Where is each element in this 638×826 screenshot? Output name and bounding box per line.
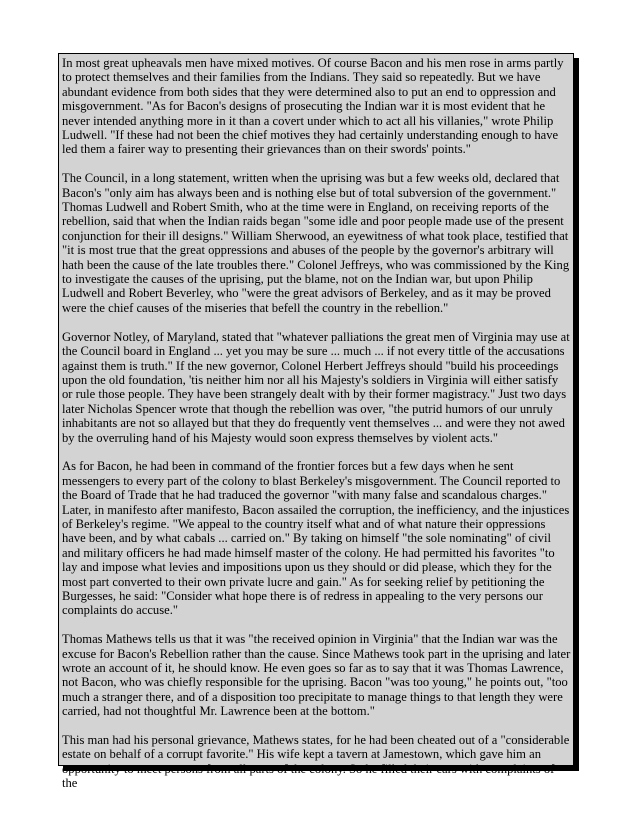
paragraph: Governor Notley, of Maryland, stated that "whatever palliations the great men of Virginia may use at the Council board in England ... yet you may be sure ... much ... if not every tittle of the accusations against them is truth." If the new governor, Colonel Herbert Jeffreys should "build his proceedings upon the old foundation, 'tis neither him nor all his Majesty's soldiers in Virginia will either satisfy or rule those people. They have been strangely dealt with by their former magistracy." Just two days later Nicholas Spencer wrote that though the rebellion was over, "the putrid humors of our unruly inhabitants are not so allayed but that they do frequently vent themselves ... and were they not awed by the overruling hand of his Majesty would soon express themselves by violent acts." [62, 329, 570, 445]
paragraph: The Council, in a long statement, written when the uprising was but a few weeks old, declared that Bacon's "only aim has always been and is nothing else but of total subversion of the government." Thomas Ludwell and Robert Smith, who at the time were in England, on receiving reports of the rebellion, said that when the Indian raids began "some idle and poor people made use of the present conjunction for their ill designs." William Sherwood, an eyewitness of what took place, testified that "it is most true that the great oppressions and abuses of the people by the governor's arbitrary will hath been the cause of the late troubles there." Colonel Jeffreys, who was commissioned by the King to investigate the causes of the uprising, put the blame, not on the Indian war, but upon Philip Ludwell and Robert Beverley, who "were the great advisors of Berkeley, and as it may be proved were the chief causes of the miseries that befell the country in the rebellion." [62, 171, 570, 315]
document-body [59, 54, 573, 791]
paragraph: In most great upheavals men have mixed motives. Of course Bacon and his men rose in arms partly to protect themselves and their families from the Indians. They said so repeatedly. But we have abundant evidence from both sides that they were determined also to put an end to oppression and misgovernment. "As for Bacon's designs of prosecuting the Indian war it is most evident that he never intended anything more in it than a covert under which to act all his villanies," wrote Philip Ludwell. "If these had not been the chief motives they had certainly understanding enough to have led them a fairer way to presenting their grievances than on their swords' points." [62, 56, 564, 157]
paragraph: As for Bacon, he had been in command of the frontier forces but a few days when he sent messengers to every part of the colony to blast Berkeley's misgovernment. The Council reported to the Board of Trade that he had traduced the governor "with many false and scandalous charges." Later, in manifesto after manifesto, Bacon assailed the corruption, the inefficiency, and the injustices of Berkeley's regime. "We appeal to the country itself what and of what nature their oppressions have been, and by what cabals ... carried on." By taking on himself "the sole nominating" of civil and military officers he had made himself master of the colony. He had permitted his favorites "to lay and impose what levies and impositions upon us they should or did please, which they for the most part converted to their own private lucre and gain." As for seeking relief by petitioning the Burgesses, he said: "Consider what hope there is of redress in appealing to the very persons our complaints do accuse." [62, 459, 570, 618]
paragraph: This man had his personal grievance, Mathews states, for he had been cheated out of a "considerable estate on behalf of a corrupt favorite." His wife kept a tavern at Jamestown, which gave him an opportunity to meet persons from all parts of the colony. So he filled their ears with complaints of the [62, 733, 570, 791]
document-page [58, 53, 574, 791]
paragraph: Thomas Mathews tells us that it was "the received opinion in Virginia" that the Indian war was the excuse for Bacon's Rebellion rather than the cause. Since Mathews took part in the uprising and later wrote an account of it, he should know. He even goes so far as to say that it was Thomas Lawrence, not Bacon, who was chiefly responsible for the uprising. Bacon "was too young," he points out, "too much a stranger there, and of a disposition too precipitate to manage things to that length they were carried, had not thoughtful Mr. Lawrence been at the bottom." [62, 632, 571, 719]
